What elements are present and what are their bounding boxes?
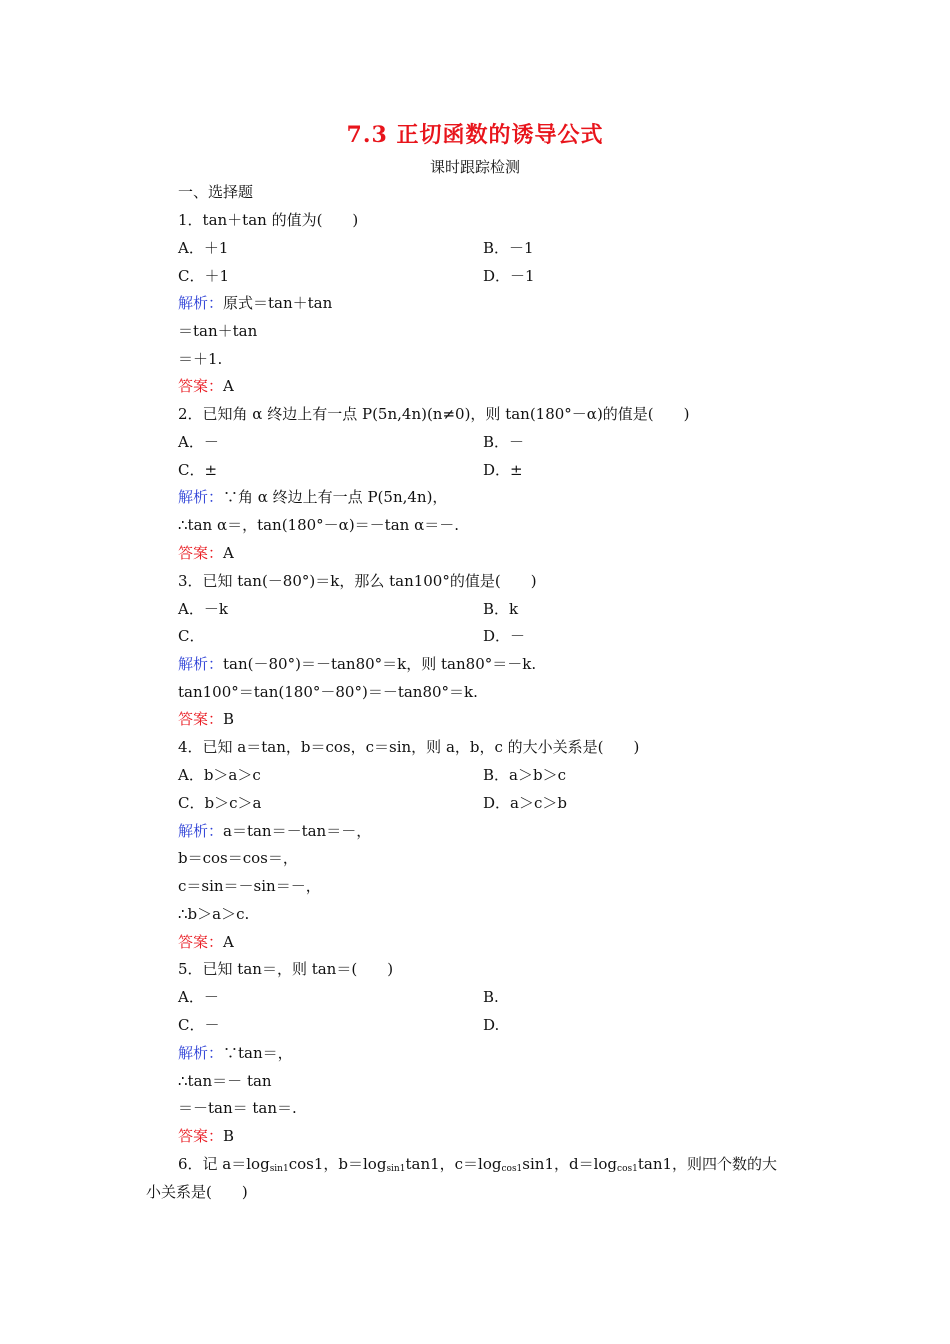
q1-option-a: A．＋1 <box>178 239 229 257</box>
solution-label: 解析： <box>178 1044 224 1062</box>
solution-label: 解析： <box>178 822 224 840</box>
page-title: 7.3 正切函数的诱导公式 <box>346 122 604 148</box>
answer-label: 答案： <box>178 933 224 951</box>
q3-option-b: B．k <box>483 600 519 618</box>
q1-solution <box>178 292 332 314</box>
solution-text: ∵角 α 终边上有一点 P(5n,4n)， <box>223 488 448 506</box>
solution-text: ∵tan＝， <box>223 1044 293 1062</box>
q6-sub3: cos1 <box>501 1164 523 1174</box>
q1-solution-line3: ＝＋1. <box>178 350 223 368</box>
page-subtitle: 课时跟踪检测 <box>429 158 520 176</box>
q3-solution-line2: tan100°＝tan(180°－80°)＝－tan80°＝k. <box>178 683 478 701</box>
q5-stem: 5．已知 tan＝，则 tan＝( ) <box>178 960 394 978</box>
q5-option-b: B. <box>483 988 499 1006</box>
q6-stem <box>178 1153 777 1180</box>
q6-text-d: sin1，d＝log <box>522 1155 618 1173</box>
q3-solution <box>178 653 536 675</box>
q1-answer <box>178 375 234 397</box>
solution-label: 解析： <box>178 488 224 506</box>
solution-text: a＝tan＝－tan＝－， <box>223 822 372 840</box>
q2-stem: 2．已知角 α 终边上有一点 P(5n,4n)(n≠0)，则 tan(180°－α)的值是( ) <box>178 405 690 423</box>
q6-sub2: sin1 <box>386 1164 406 1174</box>
q2-option-a: A．－ <box>178 433 219 451</box>
q4-solution-line2: b＝cos＝cos＝， <box>178 849 298 867</box>
answer-label: 答案： <box>178 377 224 395</box>
q6-text-a: 6．记 a＝log <box>178 1155 270 1173</box>
answer-label: 答案： <box>178 544 224 562</box>
q3-option-d: D．－ <box>483 627 526 645</box>
q4-stem: 4．已知 a＝tan，b＝cos，c＝sin，则 a，b，c 的大小关系是( ) <box>178 738 640 756</box>
q5-solution-line3: ＝－tan＝ tan＝. <box>178 1099 297 1117</box>
q3-stem: 3．已知 tan(－80°)＝k，那么 tan100°的值是( ) <box>178 572 537 590</box>
q2-solution <box>178 486 447 508</box>
q1-option-b: B．－1 <box>483 239 534 257</box>
q6-stem-line2: 小关系是( ) <box>146 1183 248 1201</box>
q5-answer <box>178 1125 234 1147</box>
answer-value: B <box>223 1127 235 1145</box>
q6-sub4: cos1 <box>617 1164 638 1174</box>
q4-solution <box>178 820 371 842</box>
q4-option-b: B．a＞b＞c <box>483 766 566 784</box>
answer-label: 答案： <box>178 1127 224 1145</box>
q4-option-c: C．b＞c＞a <box>178 794 262 812</box>
answer-value: B <box>223 710 235 728</box>
solution-label: 解析： <box>178 655 224 673</box>
solution-label: 解析： <box>178 294 224 312</box>
q5-option-c: C．－ <box>178 1016 220 1034</box>
q3-option-a: A．－k <box>178 600 228 618</box>
q1-stem: 1．tan＋tan 的值为( ) <box>178 211 359 229</box>
q5-option-a: A．－ <box>178 988 219 1006</box>
section-heading: 一、选择题 <box>178 183 254 201</box>
q4-option-d: D．a＞c＞b <box>483 794 567 812</box>
q3-option-c: C． <box>178 627 205 645</box>
answer-value: A <box>223 377 234 395</box>
q6-sub1: sin1 <box>269 1164 289 1174</box>
q5-option-d: D. <box>483 1016 500 1034</box>
q2-option-d: D．± <box>483 461 523 479</box>
solution-text: tan(－80°)＝－tan80°＝k，则 tan80°＝－k. <box>223 655 537 673</box>
q1-solution-line2: ＝tan＋tan <box>178 322 258 340</box>
q5-solution-line2: ∴tan＝－ tan <box>178 1072 272 1090</box>
solution-text: 原式＝tan＋tan <box>223 294 333 312</box>
q6-text-b: cos1，b＝log <box>288 1155 387 1173</box>
q2-option-c: C．± <box>178 461 218 479</box>
q4-solution-line3: c＝sin＝－sin＝－， <box>178 877 321 895</box>
q2-solution-line2: ∴tan α＝，tan(180°－α)＝－tan α＝－. <box>178 516 459 534</box>
q6-text-e: tan1，则四个数的大 <box>637 1155 778 1173</box>
q2-option-b: B．－ <box>483 433 525 451</box>
q3-answer <box>178 708 234 730</box>
answer-value: A <box>223 933 234 951</box>
q4-solution-line4: ∴b＞a＞c. <box>178 905 250 923</box>
answer-value: A <box>223 544 234 562</box>
q6-text-c: tan1，c＝log <box>405 1155 502 1173</box>
q4-answer <box>178 931 234 953</box>
q5-solution <box>178 1042 293 1064</box>
q1-option-d: D．－1 <box>483 267 535 285</box>
q2-answer <box>178 542 234 564</box>
q4-option-a: A．b＞a＞c <box>178 766 261 784</box>
q1-option-c: C．＋1 <box>178 267 230 285</box>
answer-label: 答案： <box>178 710 224 728</box>
